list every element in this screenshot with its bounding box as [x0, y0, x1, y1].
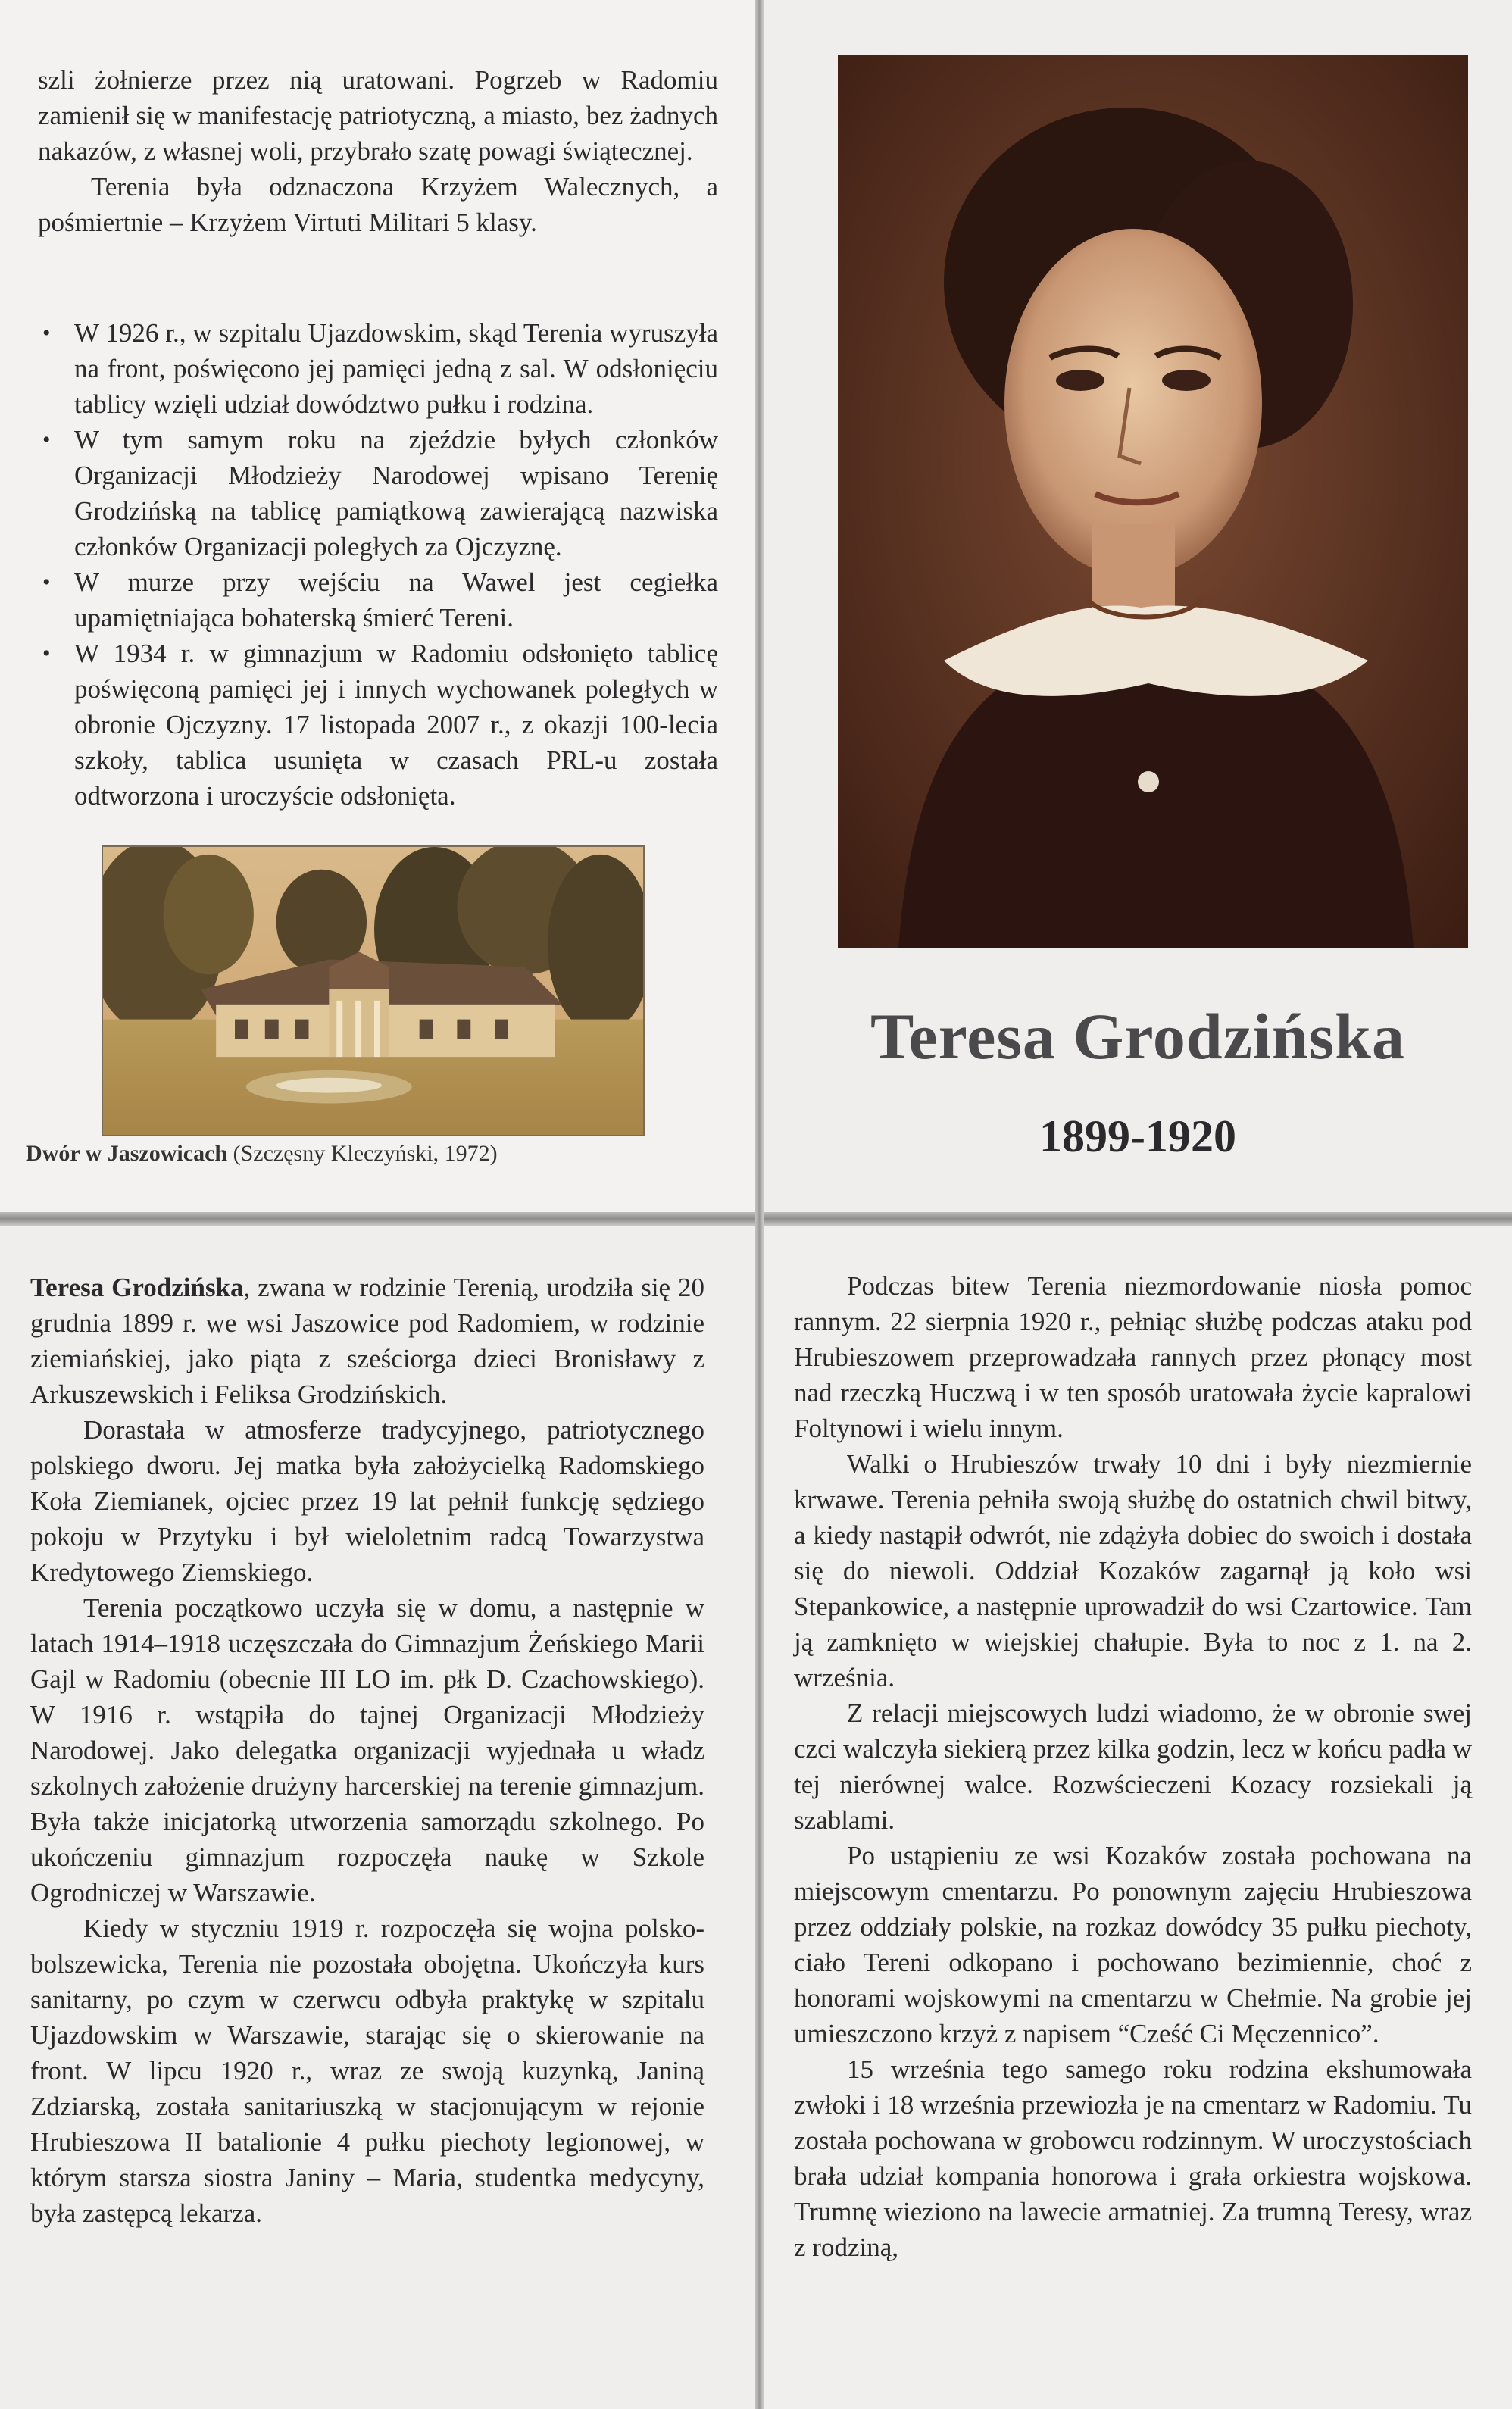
paragraph: Dorastała w atmosferze tradycyjnego, patriotycznego polskiego dworu. Jej matka była założycielką Radomskiego Koła Ziemianek, ojciec przez 19 lat pełnił funkcję sędziego pokoju w Przytyku i był wieloletnim radcą Towarzystwa Kredytowego Ziemskiego. — [30, 1415, 704, 1587]
page-bottom-left — [0, 1226, 755, 2409]
image-caption — [26, 1139, 708, 1169]
biography-text-continued — [794, 1268, 1472, 2265]
page-cover — [764, 0, 1512, 1212]
name-title: Teresa Grodzińska — [870, 1000, 1405, 1073]
lead-text: , zwana w rodzinie Terenią, urodziła się 20 grudnia 1899 r. we wsi Jaszowice pod Radomiem, w rodzinie ziemiańskiej, jako piąta z sześciorga dzieci Bronisławy z Arkuszewskich i Feliksa Grodzińskich. — [30, 1273, 704, 1409]
lead-name: Teresa Grodzińska — [30, 1273, 244, 1302]
paragraph: Podczas bitew Terenia niezmordowanie niosła pomoc rannym. 22 sierpnia 1920 r., pełniąc służbę podczas ataku pod Hrubieszowem przeprowadzała rannych przez płonący most nad rzeczką Huczwą i w ten sposób uratowała życie kapralowi Foltynowi i wielu innym. — [794, 1271, 1472, 1443]
portrait-photo — [838, 55, 1468, 948]
paragraph: Z relacji miejscowych ludzi wiadomo, że w obronie swej czci walczyła siekierą przez kilka godzin, lecz w końcu padła w tej nierównej walce. Rozwścieczeni Kozacy rozsiekali ją szablami. — [794, 1698, 1472, 1835]
vertical-fold — [755, 0, 764, 2409]
paragraph: Po ustąpieniu ze wsi Kozaków została pochowana na miejscowym cmentarzu. Po ponownym zajęciu Hrubieszowa przez oddziały polskie, na rozkaz dowódcy 35 pułku piechoty, ciało Tereni odkopano i pochowano bezimiennie, choć z honorami wojskowymi na cmentarzu w Chełmie. Na grobie jej umieszczono krzyż z napisem “Cześć Ci Męczennico”. — [794, 1841, 1472, 2048]
life-years: 1899-1920 — [1039, 1111, 1236, 1161]
list-item: • W murze przy wejściu na Wawel jest cegiełka upamiętniająca bohaterską śmierć Tereni. — [58, 564, 718, 636]
paragraph — [30, 1270, 704, 1412]
caption-title: Dwór w Jaszowicach — [26, 1141, 228, 1166]
page-bottom-right — [764, 1226, 1512, 2409]
paragraph: Terenia była odznaczona Krzyżem Walecznych, a pośmiertnie – Krzyżem Virtuti Militari 5 klasy. — [38, 172, 718, 237]
page-top-left — [0, 0, 755, 1212]
list-item: • W tym samym roku na zjeździe byłych członków Organizacji Młodzieży Narodowej wpisano Terenię Grodzińską na tablicę pamiątkową zawierającą nazwiska członków Organizacji poległych za Ojczyznę. — [58, 422, 718, 564]
memorial-list — [38, 315, 718, 814]
paragraph: szli żołnierze przez nią uratowani. Pogrzeb w Radomiu zamienił się w manifestację patriotyczną, a miasto, bez żadnych nakazów, z własnej woli, przybrało szatę powagi świątecznej. — [38, 65, 718, 166]
paragraph: Terenia początkowo uczyła się w domu, a następnie w latach 1914–1918 uczęszczała do Gimnazjum Żeńskiego Marii Gajl w Radomiu (obecnie III LO im. płk D. Czachowskiego). W 1916 r. wstąpiła do tajnej Organizacji Młodzieży Narodowej. Jako delegatka organizacji wyjednała u władz szkolnych założenie drużyny harcerskiej na terenie gimnazjum. Była także inicjatorką utworzenia samorządu szkolnego. Po ukończeniu gimnazjum rozpoczęła naukę w Szkole Ogrodniczej w Warszawie. — [30, 1593, 704, 1908]
list-item: • W 1934 r. w gimnazjum w Radomiu odsłonięto tablicę poświęconą pamięci jej i innych wychowanek poległych w obronie Ojczyzny. 17 listopada 2007 r., z okazji 100-lecia szkoły, tablica usunięta w czasach PRL-u została odtworzona i uroczyście odsłonięta. — [58, 636, 718, 814]
paragraph: 15 września tego samego roku rodzina ekshumowała zwłoki i 18 września przewiozła je na cmentarz w Radomiu. Tu została pochowana w grobowcu rodzinnym. W uroczystościach brała udział kompania honorowa i grała orkiestra wojskowa. Trumnę wieziono na lawecie armatniej. Za trumną Teresy, wraz z rodziną, — [794, 2054, 1472, 2262]
list-item: • W 1926 r., w szpitalu Ujazdowskim, skąd Terenia wyruszyła na front, poświęcono jej pamięci jedną z sal. W odsłonięciu tablicy wzięli udział dowództwo pułku i rodzina. — [58, 315, 718, 422]
paragraph: Walki o Hrubieszów trwały 10 dni i były niezmiernie krwawe. Terenia pełniła swoją służbę do ostatnich chwil bitwy, a kiedy nastąpił odwrót, nie zdążyła dobiec do swoich i dostała się do niewoli. Oddział Kozaków zagarnął ją koło wsi Stepankowice, a następnie uprowadził do wsi Czartowice. Tam ją zamknięto w wiejskiej chałupie. Była to noc z 1. na 2. września. — [794, 1449, 1472, 1692]
paragraph: Kiedy w styczniu 1919 r. rozpoczęła się wojna polsko-bolszewicka, Terenia nie pozostała obojętna. Ukończyła kurs sanitarny, po czym w czerwcu odbyła praktykę w szpitalu Ujazdowskim w Warszawie, starając się o skierowanie na front. W lipcu 1920 r., wraz ze swoją kuzynką, Janiną Zdziarską, została sanitariuszką w stacjonującym w rejonie Hrubieszowa II batalionie 4 pułku piechoty legionowej, w którym starsza siostra Janiny – Maria, studentka medycyny, była zastępcą lekarza. — [30, 1914, 704, 2228]
continuation-text — [38, 62, 718, 240]
manor-painting — [102, 845, 645, 1136]
biography-text — [30, 1270, 704, 2231]
caption-credit: (Szczęsny Kleczyński, 1972) — [227, 1141, 498, 1166]
